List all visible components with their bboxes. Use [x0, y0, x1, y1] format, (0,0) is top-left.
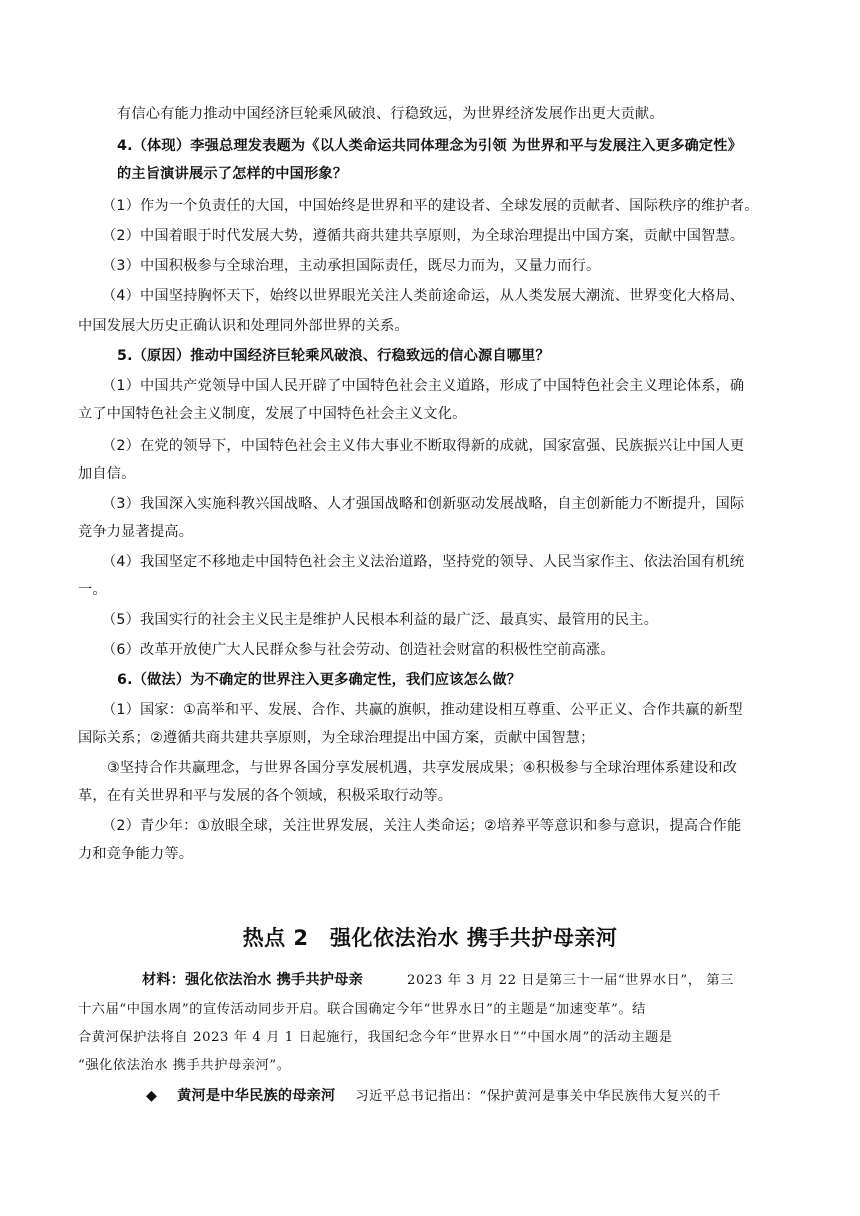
- text-line: （1）国家：①高举和平、发展、合作、共赢的旗帜，推动建设相互尊重、公平正义、合作共赢的新型: [102, 702, 743, 718]
- material-label: 材料：强化依法治水 携手共护母亲: [142, 972, 363, 988]
- text-line: （2）青少年：①放眼全球，关注世界发展，关注人类命运；②培养平等意识和参与意识，提高合作能: [102, 818, 742, 834]
- material-line: 十六届“中国水周”的宣传活动同步开启。联合国确定今年“世界水日”的主题是“加速变革”。结: [78, 1002, 646, 1017]
- text-line: （2）在党的领导下，中国特色社会主义伟大事业不断取得新的成就，国家富强、民族振兴让中国人更: [102, 438, 745, 454]
- material-line: “强化依法治水 携手共护母亲河”。: [78, 1058, 291, 1073]
- text-line: （6）改革开放使广大人民群众参与社会劳动、创造社会财富的积极性空前高涨。: [102, 642, 615, 658]
- text-line: 加自信。: [78, 466, 136, 482]
- text-line: （3）中国积极参与全球治理，主动承担国际责任，既尽力而为，又量力而行。: [102, 258, 601, 274]
- text-line: （2）中国着眼于时代发展大势，遵循共商共建共享原则，为全球治理提出中国方案，贡献中国智慧。: [102, 228, 745, 244]
- text-line: （3）我国深入实施科教兴国战略、人才强国战略和创新驱动发展战略，自主创新能力不断提升，国际: [102, 496, 745, 512]
- text-line: （4）中国坚持胸怀天下，始终以世界眼光关注人类前途命运，从人类发展大潮流、世界变化大格局、: [102, 288, 745, 304]
- text-line: ③坚持合作共赢理念，与世界各国分享发展机遇，共享发展成果；④积极参与全球治理体系建设和改: [107, 760, 738, 776]
- question-heading: 4.（体现）李强总理发表题为《以人类命运共同体理念为引领 为世界和平与发展注入更多确定性》: [117, 138, 743, 154]
- question-heading: 5.（原因）推动中国经济巨轮乘风破浪、行稳致远的信心源自哪里？: [117, 348, 550, 364]
- question-heading: 的主旨演讲展示了怎样的中国形象？: [117, 166, 348, 182]
- text-line: 力和竞争能力等。: [78, 846, 194, 862]
- text-line: 中国发展大历史正确认识和处理同外部世界的关系。: [78, 318, 409, 334]
- text-line: （4）我国坚定不移地走中国特色社会主义法治道路，坚持党的领导、人民当家作主、依法治国有机统: [102, 554, 745, 570]
- hotspot-title: 热点 2 强化依法治水 携手共护母亲河: [242, 926, 618, 950]
- material-line: [142, 970, 734, 991]
- bullet-label: 黄河是中华民族的母亲河: [177, 1088, 336, 1104]
- text-line: 一。: [78, 582, 107, 598]
- text-line: 立了中国特色社会主义制度，发展了中国特色社会主义文化。: [78, 406, 467, 422]
- text-line: 竞争力显著提高。: [78, 524, 194, 540]
- text-line: 有信心有能力推动中国经济巨轮乘风破浪、行稳致远，为世界经济发展作出更大贡献。: [117, 106, 664, 122]
- bullet-text: 习近平总书记指出：“保护黄河是事关中华民族伟大复兴的千: [355, 1089, 722, 1104]
- text-line: 革，在有关世界和平与发展的各个领域，积极采取行动等。: [78, 788, 453, 804]
- text-line: （1）中国共产党领导中国人民开辟了中国特色社会主义道路，形成了中国特色社会主义理论体系，确: [102, 378, 745, 394]
- text-line: （5）我国实行的社会主义民主是维护人民根本利益的最广泛、最真实、最管用的民主。: [102, 612, 658, 628]
- text-line: （1）作为一个负责任的大国，中国始终是世界和平的建设者、全球发展的贡献者、国际秩序的维护者。: [102, 198, 759, 214]
- material-line: 合黄河保护法将自 2023 年 4 月 1 日起施行，我国纪念今年“世界水日”“中国水周”的活动主题是: [78, 1030, 673, 1045]
- bullet-line: [146, 1086, 721, 1107]
- diamond-bullet-icon: ◆: [146, 1088, 158, 1104]
- text-line: 国际关系；②遵循共商共建共享原则，为全球治理提出中国方案，贡献中国智慧；: [78, 730, 595, 746]
- material-text: 2023 年 3 月 22 日是第三十一届“世界水日”， 第三: [406, 973, 734, 988]
- question-heading: 6.（做法）为不确定的世界注入更多确定性，我们应该怎么做？: [117, 672, 522, 688]
